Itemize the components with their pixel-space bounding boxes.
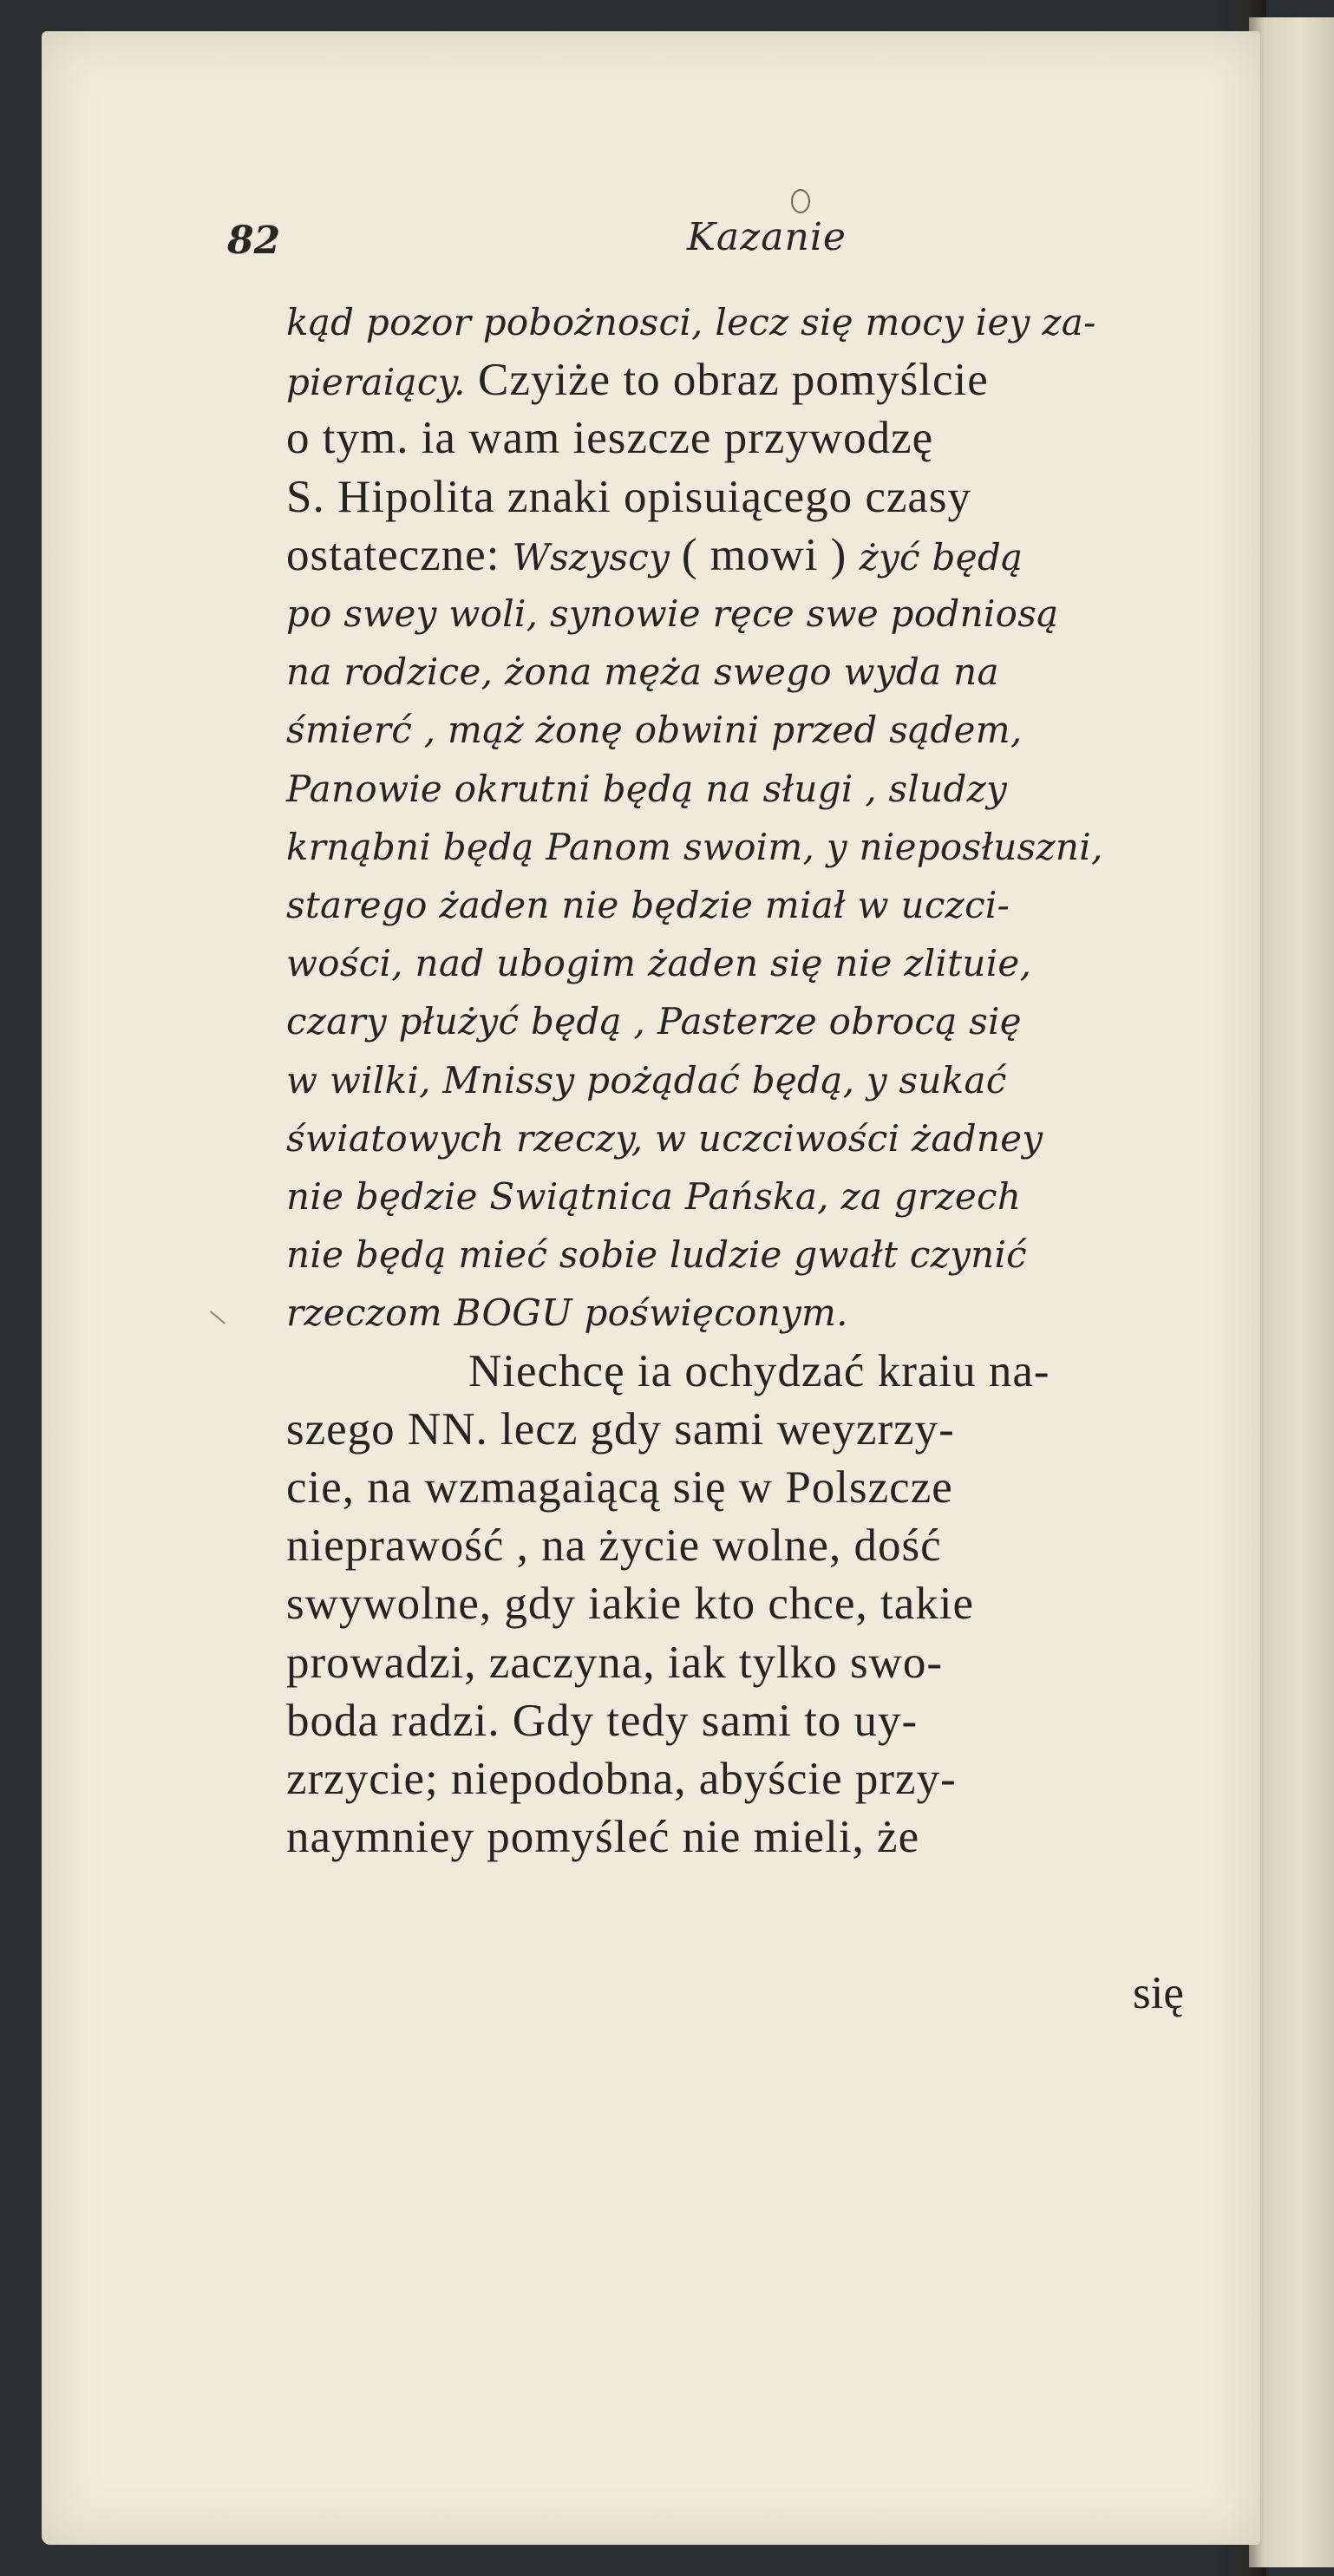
- text-line: [286, 591, 1249, 633]
- text-segment: Panowie okrutni będą na sługi , sludzy: [286, 767, 1008, 810]
- text-segment: śmierć , mąż żonę obwini przed sądem,: [286, 709, 1023, 752]
- text-segment: cie, na wzmagaiącą się w Polszcze: [286, 1462, 953, 1513]
- text-line: [286, 824, 1249, 866]
- text-line: [286, 355, 1249, 406]
- catchword: się: [1133, 1968, 1184, 2018]
- text-line: [286, 299, 1249, 342]
- text-line: [286, 940, 1249, 983]
- text-line: [286, 1812, 1249, 1863]
- text-segment: szego NN. lecz gdy sami weyzrzy-: [286, 1403, 955, 1455]
- text-line: [286, 649, 1249, 694]
- page-number: 82: [227, 219, 281, 263]
- text-segment: na rodzice, żona męża swego wyda na: [286, 651, 999, 694]
- text-line: [468, 1345, 1334, 1396]
- text-line: [286, 1232, 1249, 1277]
- text-segment: Czyiże to obraz pomyślcie: [465, 355, 989, 406]
- text-line: [286, 1057, 1249, 1100]
- text-segment: nieprawość , na życie wolne, dość: [286, 1520, 942, 1572]
- text-segment: prowadzi, zaczyna, iak tylko swo-: [286, 1637, 944, 1688]
- text-segment: nie będzie Swiątnica Pańska, za grzech: [286, 1175, 1022, 1218]
- text-segment: Wszyscy: [512, 535, 682, 579]
- text-segment: S. Hipolita znaki opisuiącego czasy: [286, 471, 972, 522]
- text-segment: boda radzi. Gdy tedy sami to uy-: [286, 1695, 919, 1746]
- text-line: [286, 1520, 1249, 1572]
- text-line: [286, 707, 1249, 752]
- text-segment: po swey woli, synowie ręce swe podniosą: [286, 592, 1059, 635]
- text-segment: ostateczne:: [286, 529, 513, 580]
- text-segment: wości, nad ubogim żaden się nie zlituie,: [286, 942, 1032, 985]
- stray-ink-mark: [791, 189, 810, 213]
- book-page: [42, 31, 1260, 2545]
- text-line: [286, 471, 1249, 522]
- text-line: [286, 882, 1249, 925]
- text-segment: nie będą mieć sobie ludzie gwałt czynić: [286, 1233, 1027, 1277]
- text-segment: kąd pozor pobożnosci, lecz się mocy iey za-: [286, 301, 1096, 343]
- text-segment: swywolne, gdy iakie kto chce, takie: [286, 1579, 974, 1630]
- text-segment: starego żaden nie będzie miał w uczci-: [286, 884, 1010, 926]
- text-line: [286, 1695, 1249, 1746]
- text-segment: o tym. ia wam ieszcze przywodzę: [286, 413, 934, 464]
- text-line: [286, 529, 1249, 580]
- text-line: [286, 1115, 1249, 1158]
- text-line: [286, 1637, 1249, 1688]
- text-line: [286, 1403, 1249, 1455]
- text-line: [286, 1174, 1249, 1216]
- text-segment: Niechcę ia ochydzać kraiu na-: [468, 1345, 1050, 1396]
- text-segment: naymniey pomyśleć nie mieli, że: [286, 1812, 920, 1863]
- text-line: [286, 766, 1249, 808]
- text-segment: ( mowi ): [681, 529, 860, 580]
- text-line: [286, 413, 1249, 464]
- text-segment: krnąbni będą Panom swoim, y nieposłuszni,: [286, 825, 1103, 868]
- text-segment: czary płużyć będą , Pasterze obrocą się: [286, 1000, 1022, 1043]
- text-segment: zrzycie; niepodobna, abyście przy-: [286, 1754, 957, 1804]
- text-segment: żyć będą: [859, 535, 1023, 579]
- text-segment: rzeczom BOGU poświęconym.: [286, 1291, 848, 1335]
- text-line: [286, 998, 1249, 1041]
- text-segment: światowych rzeczy, w uczciwości żadney: [286, 1116, 1043, 1160]
- text-line: [286, 1756, 1249, 1802]
- facing-page-edge: [1249, 17, 1334, 2567]
- running-head: Kazanie: [687, 215, 847, 259]
- text-segment: w wilki, Mnissy pożądać będą, y sukać: [286, 1058, 1007, 1102]
- text-line: [286, 1462, 1249, 1513]
- text-segment: pieraiący.: [286, 361, 466, 404]
- text-line: [286, 1290, 1249, 1335]
- text-line: [286, 1579, 1249, 1630]
